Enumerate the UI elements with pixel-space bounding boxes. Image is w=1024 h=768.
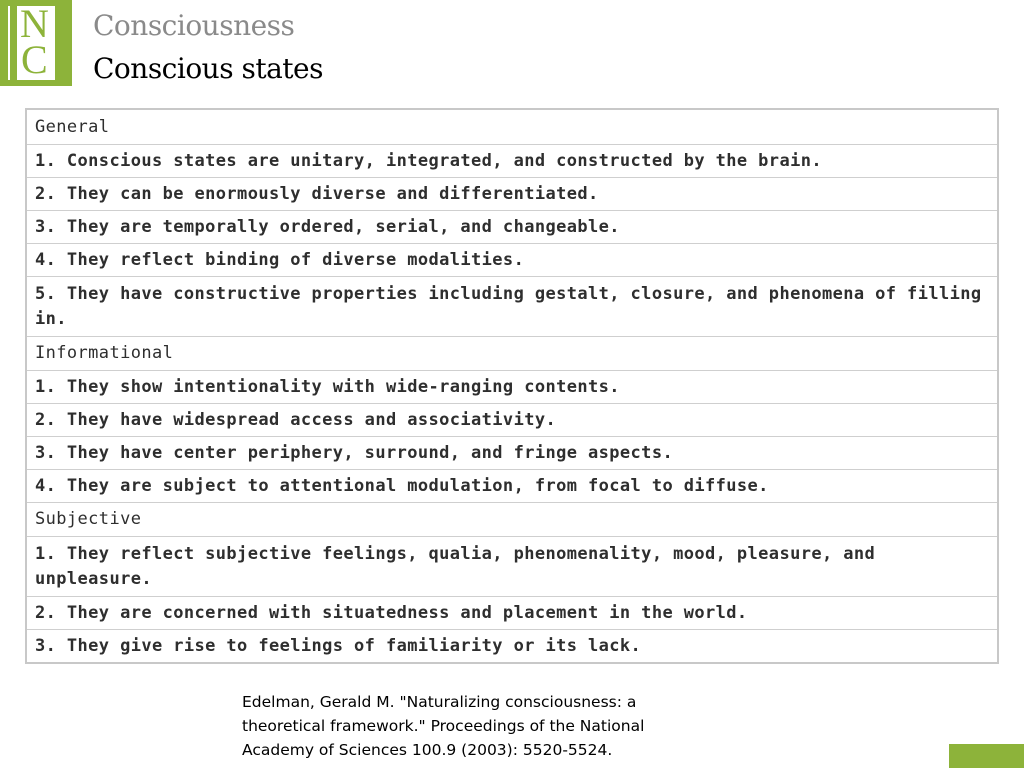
row-text: 1. They reflect subjective feelings, qualia, phenomenality, mood, pleasure, and unpleasure.	[35, 543, 876, 589]
table-row	[27, 536, 997, 596]
page-subtitle: Conscious states	[93, 52, 323, 85]
row-text: 4. They are subject to attentional modulation, from focal to diffuse.	[35, 475, 769, 496]
table-row	[27, 629, 997, 662]
table-row	[27, 243, 997, 276]
table-row	[27, 596, 997, 629]
table-row	[27, 436, 997, 469]
row-text: 3. They give rise to feelings of familiarity or its lack.	[35, 635, 642, 656]
section-header-text: General	[35, 116, 110, 137]
section-header-text: Subjective	[35, 509, 142, 529]
row-text: 2. They have widespread access and associativity.	[35, 409, 557, 430]
row-text: 3. They are temporally ordered, serial, and changeable.	[35, 216, 620, 237]
logo-bar-right	[55, 6, 62, 80]
table-row	[27, 276, 997, 336]
logo-letter-c: C	[21, 37, 48, 82]
table-section-header	[27, 502, 997, 536]
table-section-header	[27, 336, 997, 370]
corner-accent-bar	[949, 744, 1024, 768]
citation: Edelman, Gerald M. "Naturalizing consciousness: a theoretical framework." Proceedings of the National Academy of Sciences 100.9 (2003): 5520-5524.	[242, 693, 645, 759]
table-row	[27, 144, 997, 177]
logo-bar-left	[10, 6, 17, 80]
row-text: 1. They show intentionality with wide-ranging contents.	[35, 376, 620, 397]
logo	[0, 0, 72, 86]
logo-letter-n: N	[20, 1, 49, 46]
row-text: 3. They have center periphery, surround, and fringe aspects.	[35, 442, 674, 463]
row-text: 2. They are concerned with situatedness and placement in the world.	[35, 602, 748, 623]
table-row	[27, 469, 997, 502]
conscious-states-table	[25, 108, 999, 664]
table-row	[27, 403, 997, 436]
table-section-header	[27, 110, 997, 144]
table-row	[27, 370, 997, 403]
table-row	[27, 177, 997, 210]
page-title: Consciousness	[93, 9, 295, 42]
table-row	[27, 210, 997, 243]
row-text: 4. They reflect binding of diverse modalities.	[35, 249, 525, 270]
row-text: 2. They can be enormously diverse and differentiated.	[35, 183, 599, 204]
row-text: 5. They have constructive properties including gestalt, closure, and phenomena of filling in.	[35, 283, 982, 329]
section-header-text: Informational	[35, 343, 174, 363]
row-text: 1. Conscious states are unitary, integrated, and constructed by the brain.	[35, 150, 822, 171]
